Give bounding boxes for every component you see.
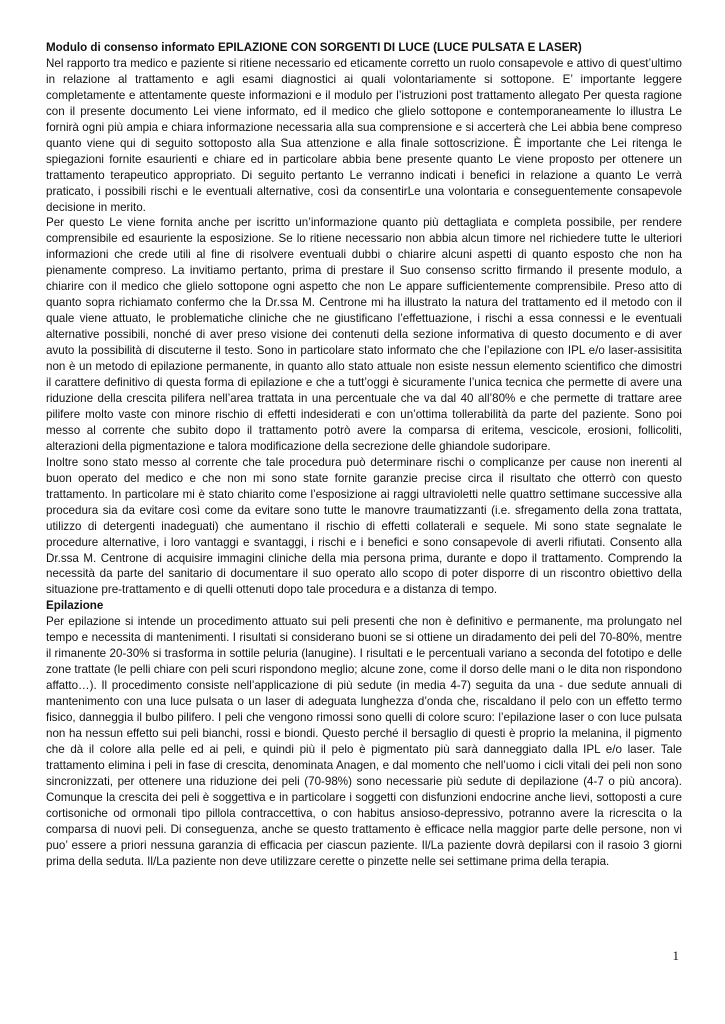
information-paragraph: Per questo Le viene fornita anche per iscritto un’informazione quanto più dettagliata e completa possibile, per rendere comprensibile ed esauriente la esposizione. Se lo ritiene necessario non abbia alcun timore nel richiedere tutte le ulteriori informazioni che crede utili al fine di risolvere eventuali dubbi o chiarire alcuni aspetti di quanto esposto che non ha pienamente compreso. La invitiamo pertanto, prima di prestare il Suo consenso scritto firmando il presente modulo, a chiarire con il medico che glielo sottopone ogni aspetto che non Le appare sufficientemente comprensibile. Preso atto di quanto sopra richiamato confermo che la Dr.ssa M. Centrone mi ha illustrato la natura del trattamento ed il metodo con il quale viene attuato, le problematiche cliniche che ne giustificano l’effettuazione, i rischi a essa connessi e le eventuali alternative possibili, nonché di aver preso visione dei contenuti della sezione informativa di questo documento e di aver avuto la possibilità di discuterne il testo. Sono in particolare stato informato che che l’epilazione con IPL e/o laser-assisitita non è un metodo di epilazione permanente, in quanto allo stato attuale non esiste nessun elemento scientifico che dimostri il carattere definitivo di questa forma di epilazione e che a tutt’oggi è sicuramente l’unica tecnica che permette di avere una riduzione della crescita pilifera nell’area trattata in una percentuale che va dal 40 all’80% e che permette di trattare aree pilifere molto vaste con minore rischio di effetti indesiderati e con un’ottima tollerabilità da parte del paziente. Sono poi messo al corrente che subito dopo il trattamento potrò avere la comparsa di eritema, vescicole, erosioni, follicoliti, alterazioni della pigmentazione e talora modificazione della secrezione delle ghiandole sudoripare. — [46, 216, 682, 453]
risks-paragraph: Inoltre sono stato messo al corrente che tale procedura può determinare rischi o complicanze per cause non inerenti al buon operato del medico e che non mi sono state fornite garanzie precise circa il risultato che otterrò con questo trattamento. In particolare mi è stato chiarito come l’esposizione ai raggi ultravioletti nelle quattro settimane successive alla procedura sia da evitare così come da evitare sono tutte le manovre traumatizzanti (i.e. sfregamento della zona trattata, utilizzo di detergenti inadeguati) che aumentano il rischio di effetti collaterali e sequele. Mi sono state segnalate le procedure alternative, i loro vantaggi e svantaggi, i rischi e i benefici e sono consapevole di averli rifiutati. Consento alla Dr.ssa M. Centrone di acquisire immagini cliniche della mia persona prima, durante e dopo il trattamento. Comprendo la necessità da parte del sanitario di documentare il suo operato allo scopo di poter disporre di un riscontro obiettivo della situazione pre-trattamento e di quelli ottenuti dopo tale procedura e a distanza di tempo. — [46, 455, 682, 597]
epilation-paragraph: Per epilazione si intende un procedimento attuato sui peli presenti che non è definitivo e permanente, ma prolungato nel tempo e necessita di mantenimenti. I risultati si considerano buoni se si ottiene un diradamento dei peli del 70-80%, mentre il rimanente 20-30% si trasforma in sottile peluria (lanugine). I risultati e le percentuali variano a seconda del fototipo e delle zone trattate (le pelli chiare con peli scuri rispondono meglio; alcune zone, come il dorso delle mani o le dita non rispondono affatto…). Il procedimento consiste nell’applicazione di più sedute (in media 4-7) seguita da una - due sedute annuali di mantenimento con una luce pulsata o un laser di adeguata lunghezza d’onda che, riscaldano il pelo con un effetto termo fisico, danneggia il bulbo pilifero. I peli che vengono rimossi sono quelli di colore scuro: l’epilazione laser o con luce pulsata non ha nessun effetto sui peli bianchi, rossi e biondi. Questo perché il bersaglio di questi è proprio la melanina, il pigmento che dà il colore alla pelle ed ai peli, e quindi più il pelo è pigmentato più sarà danneggiato dalla IPL e/o laser. Tale trattamento elimina i peli in fase di crescita, denominata Anagen, e dal momento che nell’uomo i cicli vitali dei peli non sono sincronizzati, per ottenere una riduzione dei peli (70-98%) sono necessarie più sedute di depilazione (4-7 o più ancora). Comunque la crescita dei peli è soggettiva e in particolare i soggetti con disfunzioni endocrine anche lievi, sottoposti a cure cortisoniche od ormonali tipo pillola contraccettiva, o con habitus ansioso-depressivo, potranno avere la ricrescita o la comparsa di nuovi peli. Di conseguenza, anche se questo trattamento è efficace nella maggior parte delle persone, non vi puo’ essere a priori nessuna garanzia di efficacia per ciascun paziente. Il/La paziente dovrà depilarsi con il rasoio 3 giorni prima della seduta. Il/La paziente non deve utilizzare cerette o pinzette nelle sei settimane prima della terapia. — [46, 615, 682, 868]
document-body — [46, 40, 682, 870]
document-title: Modulo di consenso informato EPILAZIONE CON SORGENTI DI LUCE (LUCE PULSATA E LASER) — [46, 41, 582, 54]
intro-paragraph: Nel rapporto tra medico e paziente si ritiene necessario ed eticamente corretto un ruolo consapevole e attivo di quest’ultimo in relazione al trattamento e agli esami diagnostici ai quali volontariamente si sottopone. E’ importante leggere completamente e attentamente queste informazioni e il modulo per l’istruzioni post trattamento allegato Per questa ragione con il presente documento Lei viene informato, ed il medico che glielo sottopone e contemporaneamente lo illustra Le fornirà ogni più ampia e chiara informazione necessaria alla sua comprensione e si accerterà che Lei abbia bene compreso quanto viene qui di seguito sottoposto alla Sua attenzione e alla finale sottoscrizione. È importante che Lei ritenga le spiegazioni fornite esaurienti e chiare ed in particolare abbia bene presente quanto Le viene proposto per ottenere un trattamento terapeutico appropriato. Di seguito pertanto Le verranno indicati i benefici in relazione a quanto Le verrà praticato, i possibili rischi e le eventuali alternative, così da consentirLe una volontaria e conseguentemente consapevole decisione in merito. — [46, 56, 682, 214]
section-heading: Epilazione — [46, 599, 104, 613]
page-number: 1 — [672, 948, 679, 963]
